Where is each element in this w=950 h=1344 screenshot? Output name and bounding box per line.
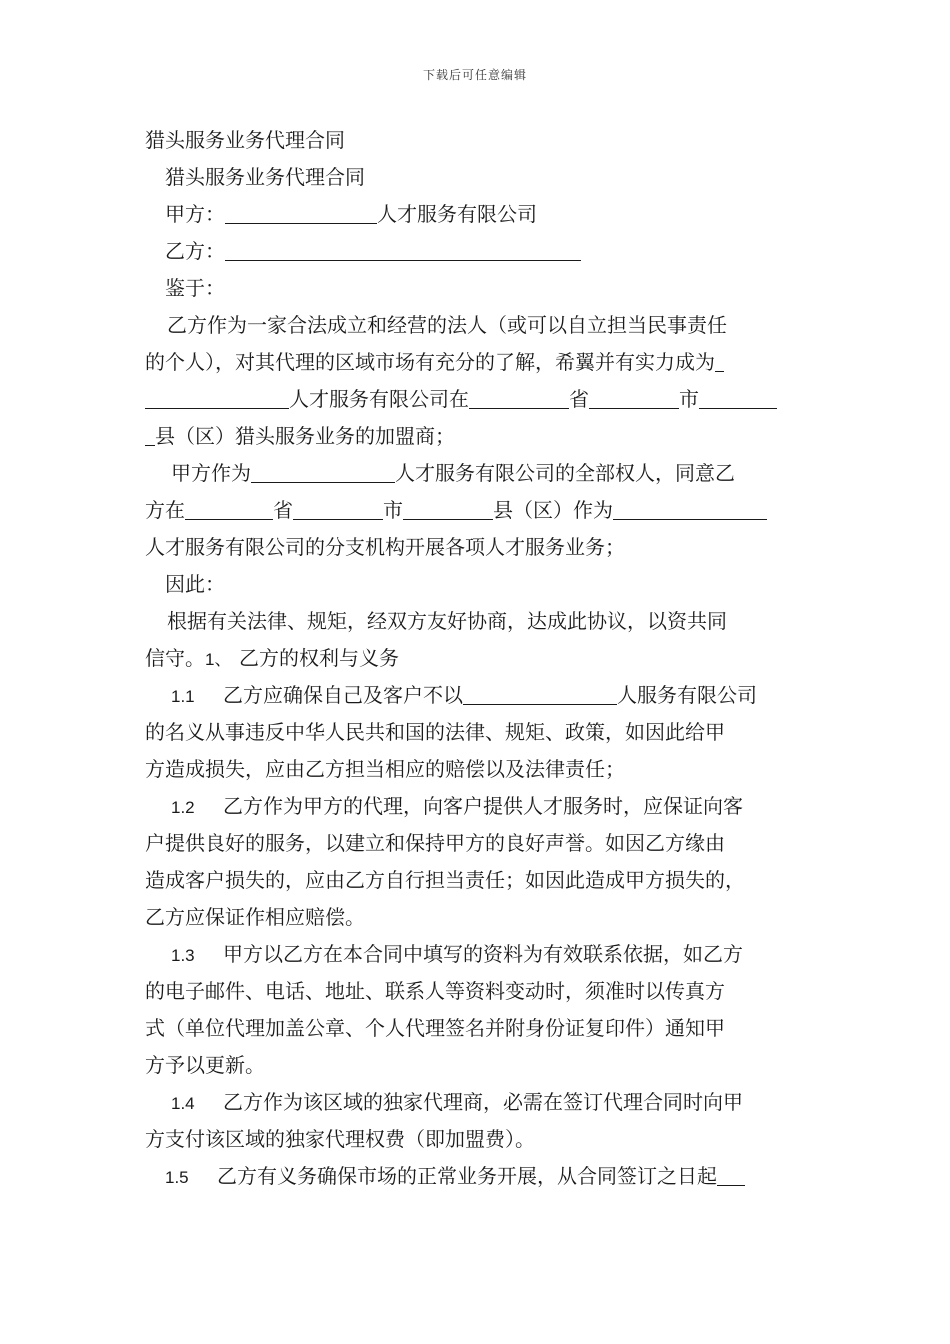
clause-text: 乙方作为该区域的独家代理商，必需在签订代理合同时向甲 bbox=[223, 1090, 743, 1114]
party-a-line bbox=[145, 196, 815, 233]
clause-text: 乙方有义务确保市场的正常业务开展，从合同签订之日起 bbox=[217, 1164, 717, 1188]
clause-1-1-line1 bbox=[145, 677, 815, 714]
clause-number: 1.2 bbox=[171, 798, 195, 817]
clause-number: 1.3 bbox=[171, 946, 195, 965]
clause-1-3-line3: 式（单位代理加盖公章、个人代理签名并附身份证复印件）通知甲 bbox=[145, 1016, 725, 1040]
blank-underline bbox=[225, 199, 377, 224]
blank-underline bbox=[185, 495, 273, 520]
para3-line2-text-a: 信守。 bbox=[145, 646, 205, 670]
clause-text: 人服务有限公司 bbox=[617, 683, 757, 707]
contract-body bbox=[145, 122, 815, 1195]
clause-1-2-line4: 乙方应保证作相应赔偿。 bbox=[145, 905, 365, 929]
para2-line2-text-c: 市 bbox=[383, 498, 403, 522]
clause-1-2-line2: 户提供良好的服务，以建立和保持甲方的良好声誉。如因乙方缘由 bbox=[145, 831, 725, 855]
clause-text: 乙方应确保自己及客户不以 bbox=[223, 683, 463, 707]
clause-1-2-line3: 造成客户损失的，应由乙方自行担当责任；如因此造成甲方损失的， bbox=[145, 868, 745, 892]
para1-line3-text-c: 市 bbox=[679, 387, 699, 411]
clause-1-4-line2: 方支付该区域的独家代理权费（即加盟费）。 bbox=[145, 1127, 535, 1151]
section-heading: 乙方的权利与义务 bbox=[239, 646, 399, 670]
clause-1-1-line3: 方造成损失，应由乙方担当相应的赔偿以及法律责任； bbox=[145, 757, 625, 781]
para1-line4-text: 县（区）猎头服务业务的加盟商； bbox=[155, 424, 455, 448]
para2-line1-text-a: 甲方作为 bbox=[171, 461, 251, 485]
para2-line2-text-a: 方在 bbox=[145, 498, 185, 522]
para2-line1 bbox=[145, 455, 815, 492]
clause-1-3-line2: 的电子邮件、电话、地址、联系人等资料变动时，须准时以传真方 bbox=[145, 979, 725, 1003]
blank-underline bbox=[145, 384, 289, 409]
party-a-suffix: 人才服务有限公司 bbox=[377, 202, 537, 226]
document-subtitle: 猎头服务业务代理合同 bbox=[165, 165, 365, 189]
para1-line2-text: 的个人），对其代理的区域市场有充分的了解，希翼并有实力成为 bbox=[145, 350, 715, 374]
blank-underline bbox=[717, 1161, 745, 1186]
document-title: 猎头服务业务代理合同 bbox=[145, 128, 345, 152]
para1-line3 bbox=[145, 381, 815, 418]
clause-text: 乙方作为甲方的代理，向客户提供人才服务时，应保证向客 bbox=[223, 794, 743, 818]
section-number: 1、 bbox=[205, 650, 232, 669]
party-a-label: 甲方： bbox=[165, 202, 225, 226]
therefore-heading: 因此： bbox=[165, 572, 225, 596]
para3-line1: 根据有关法律、规矩，经双方友好协商，达成此协议，以资共同 bbox=[167, 609, 727, 633]
clause-1-1-line2: 的名义从事违反中华人民共和国的法律、规矩、政策，如因此给甲 bbox=[145, 720, 725, 744]
clause-number: 1.5 bbox=[165, 1168, 189, 1187]
blank-underline bbox=[699, 384, 777, 409]
page-header-note: 下载后可任意编辑 bbox=[422, 68, 527, 82]
para1-line2 bbox=[145, 344, 815, 381]
para2-line2-text-b: 省 bbox=[273, 498, 293, 522]
blank-underline bbox=[613, 495, 767, 520]
clause-number: 1.1 bbox=[171, 687, 195, 706]
party-b-line bbox=[145, 233, 815, 270]
blank-underline bbox=[145, 421, 155, 446]
para2-line2 bbox=[145, 492, 815, 529]
blank-underline bbox=[715, 347, 724, 372]
blank-underline bbox=[251, 458, 395, 483]
para3-line2 bbox=[145, 640, 815, 677]
party-b-label: 乙方： bbox=[165, 239, 225, 263]
clause-1-3-line1 bbox=[145, 936, 815, 973]
blank-underline bbox=[403, 495, 493, 520]
blank-underline bbox=[293, 495, 383, 520]
clause-1-3-line4: 方予以更新。 bbox=[145, 1053, 265, 1077]
para1-line3-text-b: 省 bbox=[569, 387, 589, 411]
clause-number: 1.4 bbox=[171, 1094, 195, 1113]
clause-1-5-line1 bbox=[145, 1158, 815, 1195]
para1-line4 bbox=[145, 418, 815, 455]
blank-underline bbox=[463, 680, 617, 705]
blank-underline bbox=[469, 384, 569, 409]
clause-text: 甲方以乙方在本合同中填写的资料为有效联系依据，如乙方 bbox=[223, 942, 743, 966]
para2-line2-text-d: 县（区）作为 bbox=[493, 498, 613, 522]
clause-1-4-line1 bbox=[145, 1084, 815, 1121]
para2-line3: 人才服务有限公司的分支机构开展各项人才服务业务； bbox=[145, 535, 625, 559]
para1-line3-text-a: 人才服务有限公司在 bbox=[289, 387, 469, 411]
blank-underline bbox=[589, 384, 679, 409]
clause-1-2-line1 bbox=[145, 788, 815, 825]
whereas-heading: 鉴于： bbox=[165, 276, 225, 300]
blank-underline bbox=[225, 236, 581, 261]
para1-line1: 乙方作为一家合法成立和经营的法人（或可以自立担当民事责任 bbox=[167, 313, 727, 337]
para2-line1-text-b: 人才服务有限公司的全部权人，同意乙 bbox=[395, 461, 735, 485]
